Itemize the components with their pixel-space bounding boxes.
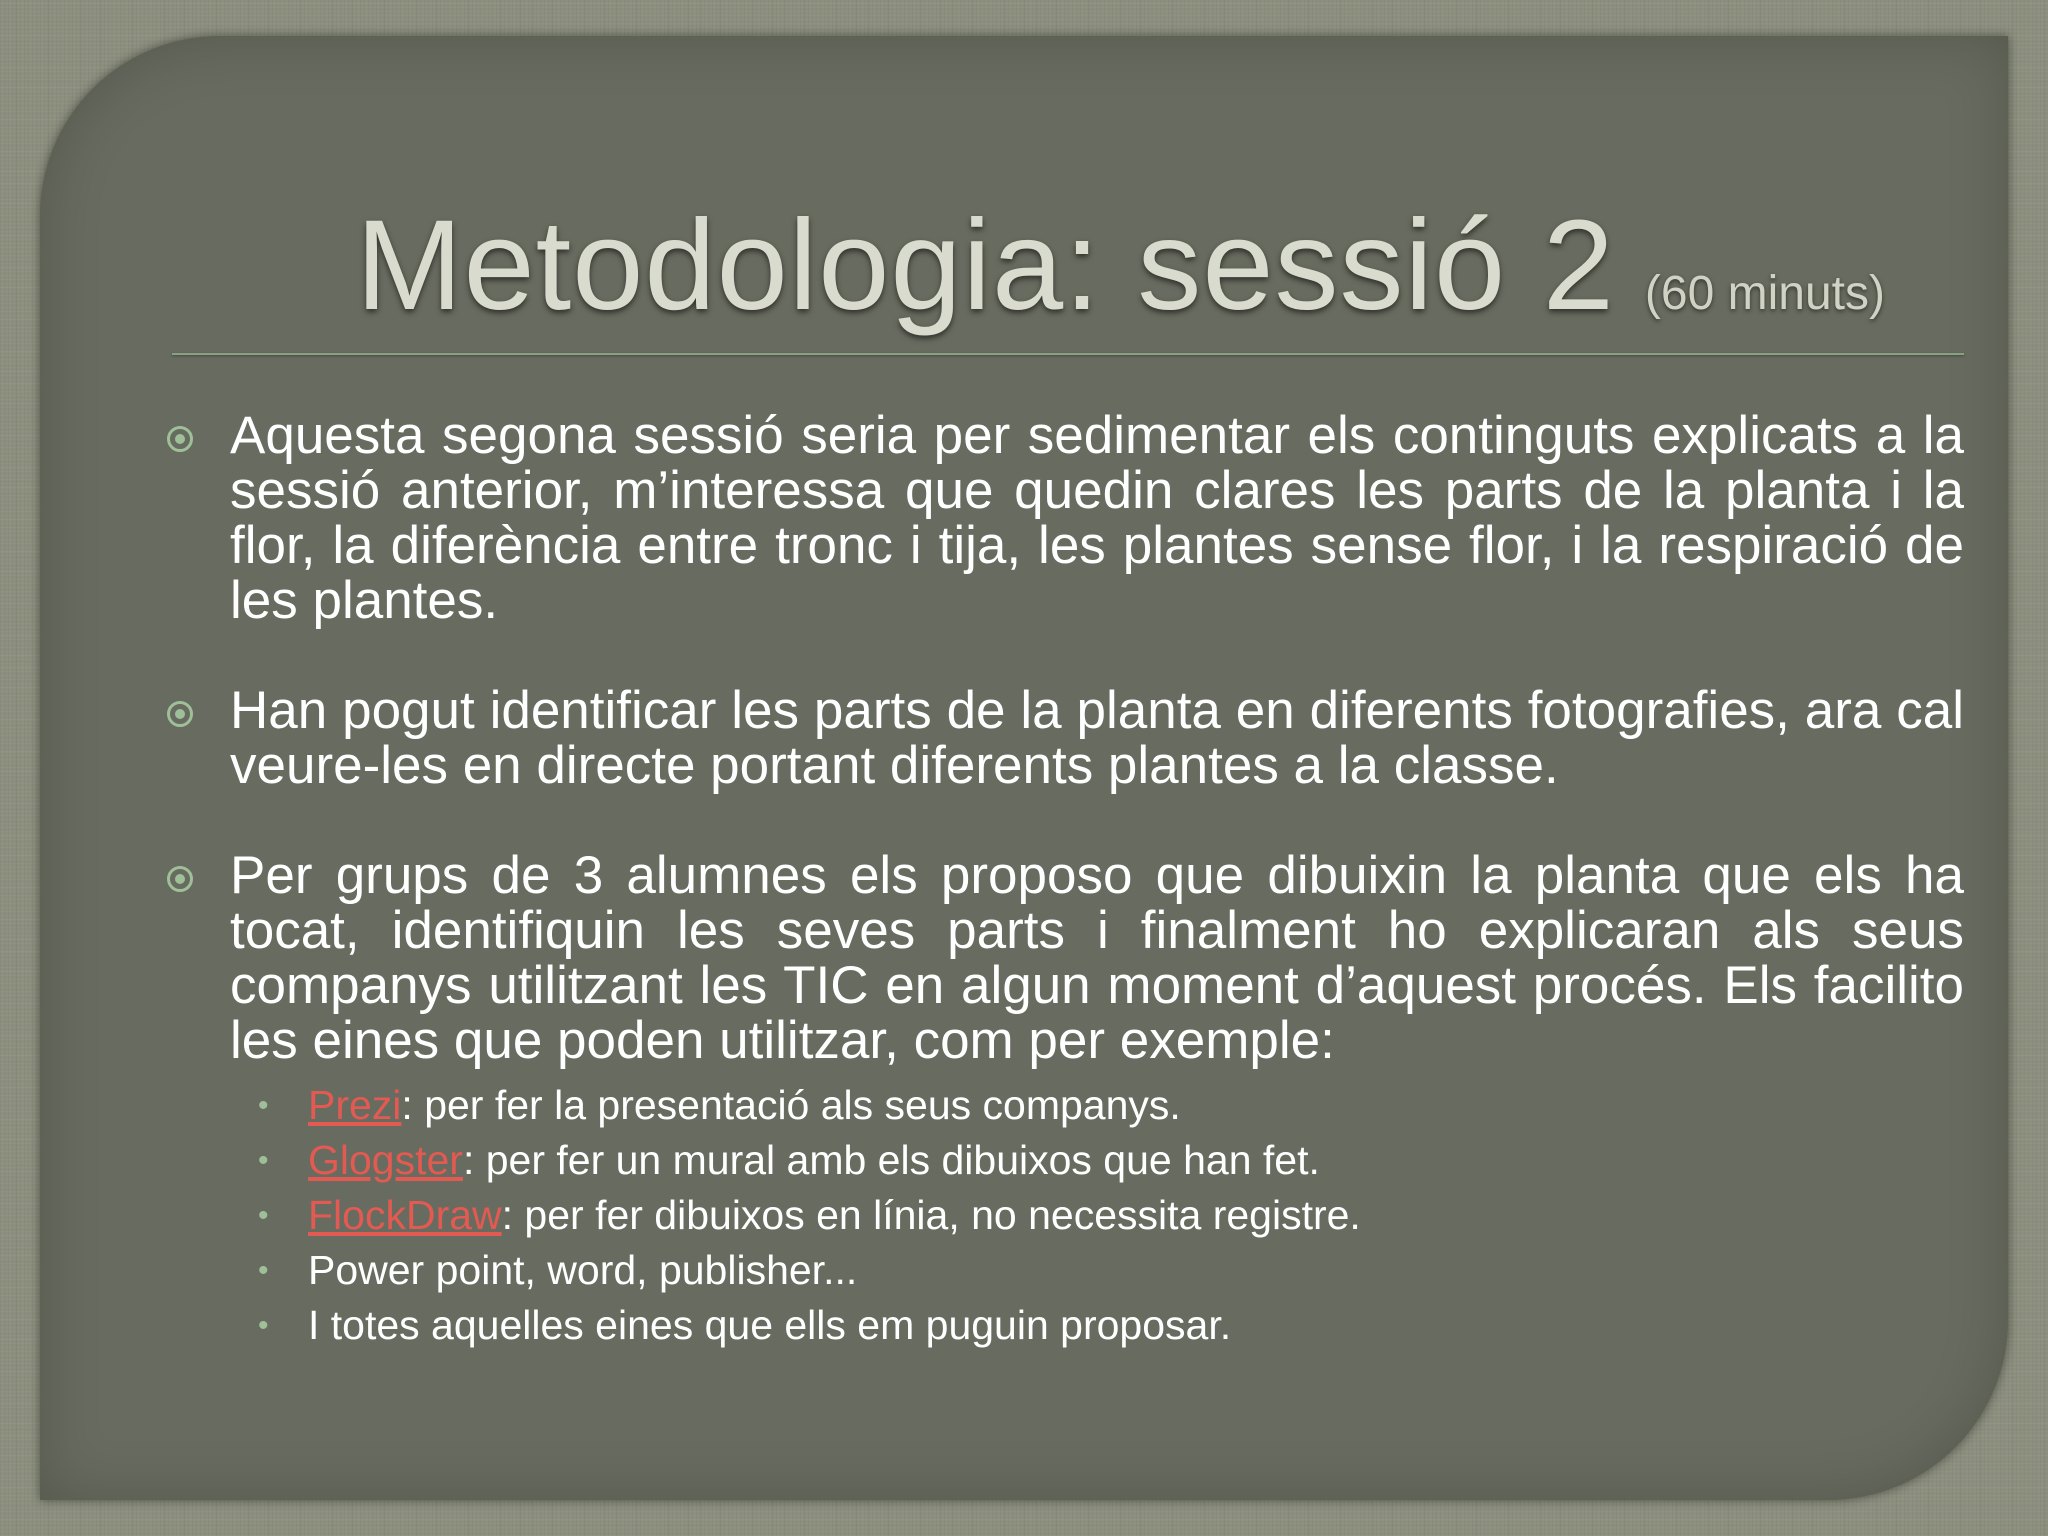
tool-item-prezi	[258, 1078, 1964, 1133]
tool-item-other	[258, 1298, 1964, 1353]
flockdraw-link[interactable]: FlockDraw	[308, 1192, 502, 1238]
tool-description: : per fer un mural amb els dibuixos que han fet.	[462, 1137, 1320, 1183]
circled-dot-icon	[167, 701, 193, 727]
small-dot-icon: •	[258, 1144, 269, 1177]
slide-content	[40, 408, 2048, 1353]
bullet-text: Per grups de 3 alumnes els proposo que dibuixin la planta que els ha tocat, identifiquin les seves parts i finalment ho explicaran als seus companys utilitzant les TIC en algun moment d’aquest procés. Els facilito les eines que poden utilitzar, com per exemple:	[230, 846, 1964, 1070]
glogster-link[interactable]: Glogster	[308, 1137, 463, 1183]
slide-title: Metodologia: sessió 2	[355, 194, 1615, 337]
circled-dot-icon	[167, 426, 193, 452]
bullet-text: Han pogut identificar les parts de la planta en diferents fotografies, ara cal veure-les en directe portant diferents plantes a la classe.	[230, 681, 1964, 795]
tool-item-office	[258, 1243, 1964, 1298]
small-dot-icon: •	[258, 1199, 269, 1232]
slide-subtitle: (60 minuts)	[1644, 267, 1885, 320]
small-dot-icon: •	[258, 1309, 269, 1342]
tool-description: : per fer la presentació als seus companys.	[401, 1082, 1181, 1128]
circled-dot-icon	[167, 866, 193, 892]
tool-description: Power point, word, publisher...	[308, 1247, 858, 1293]
tool-item-flockdraw	[258, 1188, 1964, 1243]
small-dot-icon: •	[258, 1089, 269, 1122]
tool-item-glogster	[258, 1133, 1964, 1188]
prezi-link[interactable]: Prezi	[308, 1082, 402, 1128]
tools-list	[230, 1078, 1964, 1353]
bullet-item	[230, 683, 1964, 793]
title-divider	[172, 353, 1964, 355]
tool-description: I totes aquelles eines que ells em puguin proposar.	[308, 1302, 1232, 1348]
slide-panel	[40, 36, 2008, 1500]
bullet-text: Aquesta segona sessió seria per sedimentar els continguts explicats a la sessió anterior, m’interessa que quedin clares les parts de la planta i la flor, la diferència entre tronc i tija, les plantes sense flor, i la respiració de les plantes.	[230, 406, 1964, 630]
small-dot-icon: •	[258, 1254, 269, 1287]
title-row	[40, 196, 2008, 336]
bullet-item	[230, 848, 1964, 1353]
tool-description: : per fer dibuixos en línia, no necessita registre.	[501, 1192, 1361, 1238]
bullet-item	[230, 408, 1964, 628]
